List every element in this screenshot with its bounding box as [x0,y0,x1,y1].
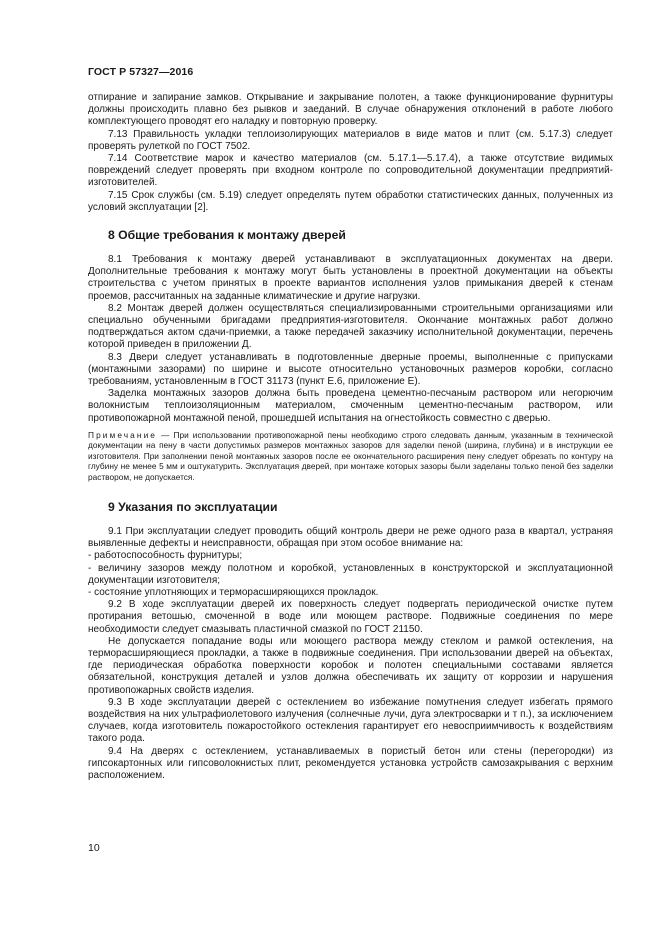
paragraph-9-2: 9.2 В ходе эксплуатации дверей их поверхность следует подвергать периодической очистке путем протирания ветошью, смоченной в воде или моющем растворе. Подвижные соединения по мере необходимости следует смазывать пластичной смазкой по ГОСТ 21150. [88,599,613,635]
paragraph-9-4: 9.4 На дверях с остеклением, устанавливаемых в пористый бетон или стены (перегородки) из гипсокартонных или гипсоволокнистых плит, рекомендуется установка устройств самозакрывания с верхним расположением. [88,745,613,781]
section-9-heading: 9 Указания по эксплуатации [108,499,278,514]
paragraph-8-3-continuation: Заделка монтажных зазоров должна быть проведена цементно-песчаным раствором или негорючим волокнистым теплоизоляционным материалом, смоченным цементно-песчаным раствором, или противопожарной монтажной пеной, прошедшей испытания на огнестойкость совместно с дверью. [88,388,613,424]
page-number: 10 [88,842,100,854]
paragraph-8-3: 8.3 Двери следует устанавливать в подготовленные дверные проемы, выполненные с припусками (монтажными зазорами) по ширине и высоте относительно установочных размеров коробки, согласно требованиям, установленным в ГОСТ 31173 (пункт Е.6, приложение Е). [88,351,613,388]
note-text: — При использовании противопожарной пены необходимо строго следовать данным, указанным в технической документации на пену в части допустимых размеров монтажных зазоров для заделки пеной (ширина, глубина) и в инструкции ее изготовителя. При заполнении пеной монтажных зазоров после ее окончательного расширения пену следует обрезать по контуру на глубину не менее 5 мм и оштукатурить. Эксплуатация дверей, при монтаже которых зазоры были заделаны только пеной без заделки раствором, не допускается. [88,429,613,482]
section-8-heading: 8 Общие требования к монтажу дверей [108,228,346,243]
note [88,430,613,482]
paragraph-9-2-continuation: Не допускается попадание воды или моющего раствора между стеклом и рамкой остекления, на терморасширяющиеся прокладки, а также в подвижные соединения. При использовании дверей на объектах, где периодическая обработка поверхности коробок и полотен специальными составами является обязательной, конструкция деталей и узлов должна обеспечивать их защиту от коррозии и нарушения противопожарных свойств изделия. [88,635,613,696]
paragraph-7-13: 7.13 Правильность укладки теплоизолирующих материалов в виде матов и плит (см. 5.17.3) следует проверять рулеткой по ГОСТ 7502. [88,128,613,152]
document-body [88,92,613,782]
note-label: Примечание [88,429,158,440]
list-item: - величину зазоров между полотном и коробкой, установленных в конструкторской и эксплуатационной документации изготовителя; [88,562,613,586]
list-item: - работоспособность фурнитуры; [88,550,243,562]
paragraph-9-1: 9.1 При эксплуатации следует проводить общий контроль двери не реже одного раза в квартал, устраняя выявленные дефекты и неисправности, обращая при этом особое внимание на: [88,525,613,550]
paragraph-7-15: 7.15 Срок службы (см. 5.19) следует определять путем обработки статистических данных, полученных из условий эксплуатации [2]. [88,189,613,213]
paragraph-7-14: 7.14 Соответствие марок и качество материалов (см. 5.17.1—5.17.4), а также отсутствие видимых повреждений следует проверять при входном контроле по сопроводительной документации предприятий-изготовителей. [88,153,613,189]
list-item: - состояние уплотняющих и терморасширяющихся прокладок. [88,586,379,598]
paragraph-8-1: 8.1 Требования к монтажу дверей устанавливают в эксплуатационных документах на двери. Дополнительные требования к монтажу могут быть установлены в проектной документации на объекты строительства с учетом принятых в проекте вариантов исполнения узлов примыкания дверей к стенам проемов, рассчитанных на заданные климатические и другие нагрузки. [88,254,613,302]
paragraph-7-12-continuation: отпирание и запирание замков. Открывание и закрывание полотен, а также функционирование фурнитуры должны происходить плавно без рывков и заеданий. В случае обнаружения отклонений в работе любого комплектующего проводят его наладку и повторную проверку. [88,92,613,128]
paragraph-8-2: 8.2 Монтаж дверей должен осуществляться специализированными строительными организациями или специально обученными бригадами предприятия-изготовителя. Окончание монтажных работ должно подтверждаться актом сдачи-приемки, а также передачей заказчику исполнительной документации, перечень которой приведен в приложении Д. [88,302,613,351]
document-header: ГОСТ Р 57327—2016 [88,66,194,78]
paragraph-9-3: 9.3 В ходе эксплуатации дверей с остеклением во избежание помутнения следует избегать прямого воздействия на них ультрафиолетового излучения (солнечные лучи, дуга электросварки и т п.), за исключением случаев, когда изготовитель пожаростойкого остекления гарантирует его невосприимчивость к воздействиям такого рода. [88,696,613,745]
